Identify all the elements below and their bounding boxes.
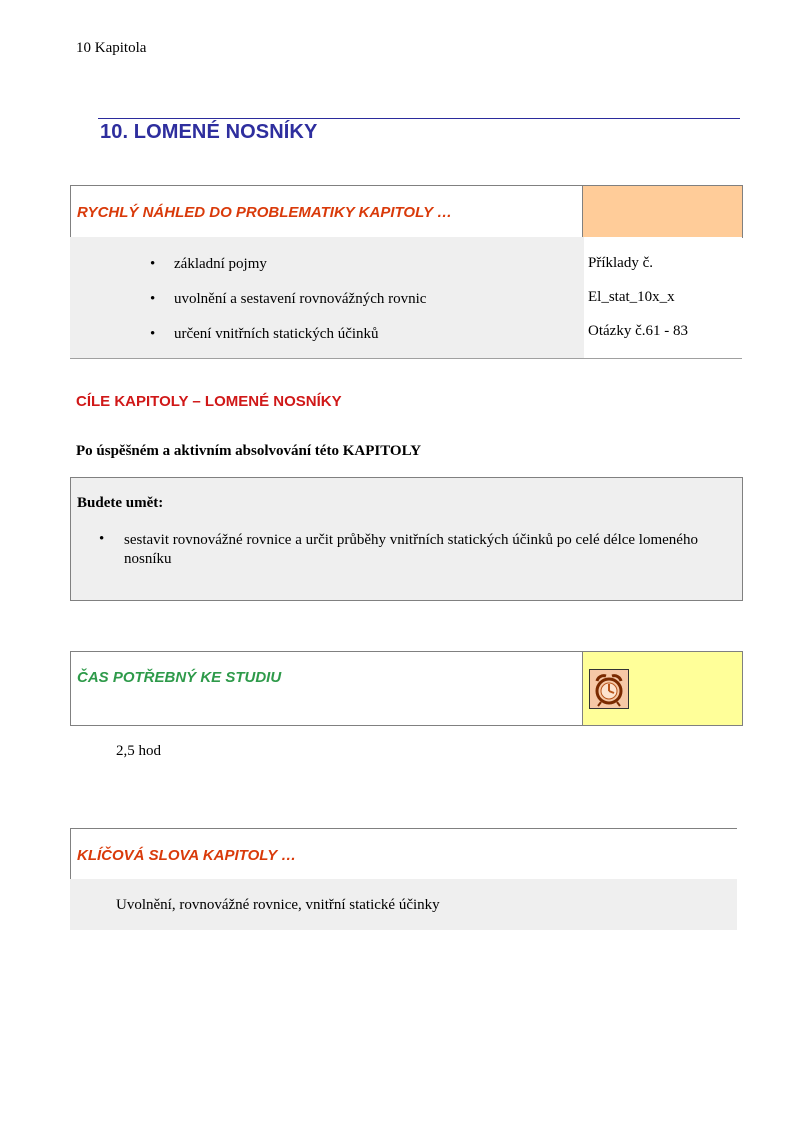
keywords-title: KLÍČOVÁ SLOVA KAPITOLY …	[77, 847, 297, 864]
preview-accent-cell	[582, 185, 743, 238]
list-item-text: určení vnitřních statických účinků	[174, 326, 379, 342]
bullet-icon: •	[150, 256, 156, 272]
preview-title: RYCHLÝ NÁHLED DO PROBLEMATIKY KAPITOLY …	[77, 204, 453, 221]
study-time-box	[70, 651, 742, 726]
examples-code: El_stat_10x_x	[588, 289, 675, 305]
study-time-accent-cell	[582, 651, 743, 726]
bullet-icon: •	[150, 291, 156, 307]
questions-range: Otázky č.61 - 83	[588, 323, 688, 339]
preview-bullet-list	[70, 237, 584, 359]
bullet-icon: •	[150, 326, 156, 342]
alarm-clock-icon	[589, 669, 629, 709]
study-time-title: ČAS POTŘEBNÝ KE STUDIU	[77, 669, 282, 686]
running-head: 10 Kapitola	[76, 40, 147, 56]
goals-box	[70, 477, 743, 601]
goals-item: sestavit rovnovážné rovnice a určit průběhy vnitřních statických účinků po celé délce lomeného nosníku	[124, 532, 698, 567]
keywords-box	[70, 828, 737, 930]
keywords-text: Uvolnění, rovnovážné rovnice, vnitřní statické účinky	[116, 897, 440, 913]
bullet-icon: •	[99, 531, 105, 547]
list-item-text: základní pojmy	[174, 256, 267, 272]
list-item-text: uvolnění a sestavení rovnovážných rovnic	[174, 291, 427, 307]
keywords-header	[70, 828, 737, 880]
preview-side-panel	[584, 237, 742, 359]
title-rule	[98, 118, 740, 119]
keywords-body	[70, 879, 737, 930]
examples-label: Příklady č.	[588, 255, 653, 271]
study-time-header	[70, 651, 583, 726]
goals-heading: CÍLE KAPITOLY – LOMENÉ NOSNÍKY	[76, 393, 342, 410]
chapter-preview-box	[70, 185, 742, 359]
goals-intro: Po úspěšném a aktivním absolvování této KAPITOLY	[76, 443, 422, 459]
study-time-value: 2,5 hod	[116, 743, 161, 759]
goals-box-label: Budete umět:	[77, 495, 164, 511]
preview-header	[70, 185, 583, 238]
chapter-title: 10. LOMENÉ NOSNÍKY	[100, 121, 318, 143]
